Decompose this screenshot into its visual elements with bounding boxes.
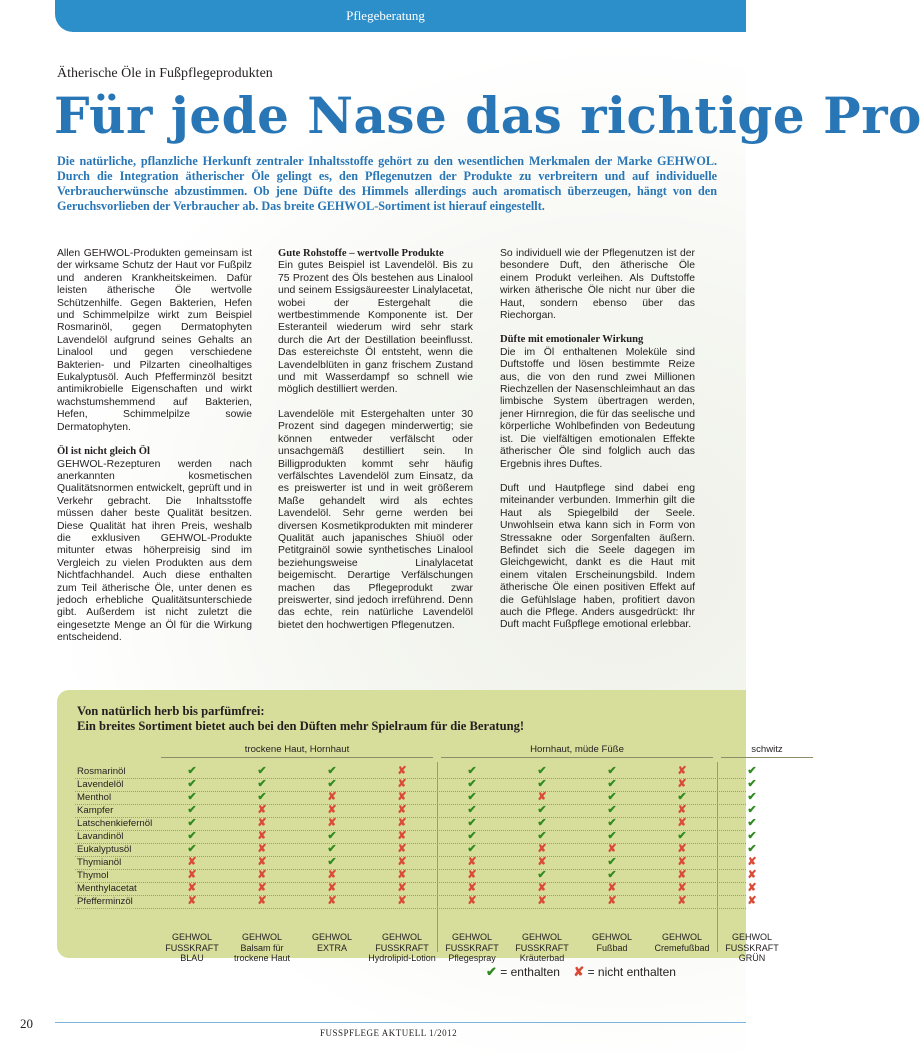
cross-icon: ✘: [537, 856, 547, 868]
page-number: 20: [20, 1016, 33, 1031]
check-icon: ✔: [257, 791, 267, 803]
check-icon: ✔: [187, 817, 197, 829]
cross-icon: ✘: [677, 882, 687, 894]
cross-icon: ✘: [397, 804, 407, 816]
ingredient-label: Lavendelöl: [77, 779, 124, 790]
cross-icon: ✘: [537, 895, 547, 907]
cross-icon: ✘: [537, 882, 547, 894]
article-lead: Die natürliche, pflanzliche Herkunft zentraler Inhaltsstoffe gehört zu den wesentlichen Merkmalen der Marke GEHWOL. Durch die Integration ätherischer Öle gelingt es, den Pflegenutzen der Produkte zu verbreitern und auf individuelle Verbraucherwünsche abzustimmen. Ob jene Düfte des Himmels allerdings auch aromatisch überzeugen, hängt von den Geruchsvorlieben der Verbraucher ab. Das breite GEHWOL-Sortiment ist hierauf eingestellt.: [57, 154, 717, 213]
cross-icon: ✘: [677, 778, 687, 790]
group-header: Hornhaut, müde Füße: [530, 744, 624, 755]
check-icon: ✔: [187, 791, 197, 803]
cross-icon: ✘: [677, 804, 687, 816]
check-icon: ✔: [747, 817, 757, 829]
check-icon: ✔: [607, 791, 617, 803]
cross-icon: ✘: [397, 882, 407, 894]
cross-icon: ✘: [397, 895, 407, 907]
ingredient-label: Kampfer: [77, 805, 114, 816]
cross-icon: ✘: [747, 882, 757, 894]
check-icon: ✔: [537, 817, 547, 829]
table-title-line-2: Ein breites Sortiment bietet auch bei den Düften mehr Spielraum für die Beratung!: [77, 719, 525, 733]
cross-icon: ✘: [677, 856, 687, 868]
ingredient-label: Rosmarinöl: [77, 766, 126, 777]
paragraph: Duft und Hautpflege sind dabei eng miteinander verbunden. Immerhin gilt die Haut als Spiegelbild der Seele. Unwohlsein etwa kann sich in Form von Stressakne oder Sorgenfalten äußern. Befindet sich die Seele dagegen im Gleichgewicht, dankt es die Haut mit einem vitalen Erscheinungsbild. Indem ätherische Öle einen positiven Effekt auf die Gefühlslage haben, profitiert davon auch die Pflege. Anders ausgedrückt: Ihr Duft macht Fußpflege emotional erlebbar.: [500, 482, 695, 631]
publication-name: FUSSPFLEGE AKTUELL 1/2012: [320, 1028, 458, 1038]
product-name: GEHWOL FUSSKRAFT Kräuterbad: [515, 932, 569, 963]
cross-icon: ✘: [747, 895, 757, 907]
cross-icon: ✘: [257, 856, 267, 868]
product-name: GEHWOL FUSSKRAFT GRÜN: [725, 932, 779, 963]
paragraph: GEHWOL-Rezepturen werden nach anerkannten kosmetischen Qualitätsnormen entwickelt, geprüft und in Verkehr gebracht. Die Inhaltsstoffe müssen daher beste Qualität besitzen. Diese Qualität hat ihren Preis, weshalb die exklusiven GEHWOL-Produkte mitunter etwas höherpreisig sind im Vergleich zu vielen Produkten aus dem Nichtfachhandel. Auch diese enthalten zum Teil ätherische Öle, unter denen es jedoch erhebliche Qualitätsunterschiede gibt. Außerdem ist nicht zuletzt die eingesetzte Menge an Öl für die Wirkung entscheidend.: [57, 458, 252, 644]
product-name: GEHWOL FUSSKRAFT Pflegespray: [445, 932, 499, 963]
check-icon: ✔: [537, 869, 547, 881]
check-icon: ✔: [747, 778, 757, 790]
check-icon: ✔: [607, 804, 617, 816]
cross-icon: ✘: [677, 817, 687, 829]
check-icon: ✔: [747, 791, 757, 803]
check-icon: ✔: [537, 830, 547, 842]
check-icon: ✔: [467, 778, 477, 790]
cross-icon: ✘: [573, 964, 585, 979]
cross-icon: ✘: [257, 804, 267, 816]
check-icon: ✔: [607, 765, 617, 777]
cross-icon: ✘: [397, 869, 407, 881]
check-icon: ✔: [467, 804, 477, 816]
legend-yes-label: = enthalten: [500, 965, 560, 979]
group-divider: [441, 757, 713, 758]
check-icon: ✔: [187, 778, 197, 790]
check-icon: ✔: [677, 830, 687, 842]
check-icon: ✔: [537, 765, 547, 777]
check-icon: ✔: [187, 843, 197, 855]
cross-icon: ✘: [257, 895, 267, 907]
check-icon: ✔: [607, 817, 617, 829]
check-icon: ✔: [467, 765, 477, 777]
check-icon: ✔: [486, 964, 497, 979]
check-icon: ✔: [327, 843, 337, 855]
cross-icon: ✘: [397, 856, 407, 868]
cross-icon: ✘: [607, 882, 617, 894]
cross-icon: ✘: [327, 817, 337, 829]
group-divider: [721, 757, 813, 758]
cross-icon: ✘: [327, 804, 337, 816]
paragraph: So individuell wie der Pflegenutzen ist der besondere Duft, den ätherische Öle einem Produkt verleihen. Als Duftstoffe wirken ätherische Öle nicht nur über die Haut, sondern ebenso über das Riechorgan.: [500, 248, 695, 322]
cross-icon: ✘: [187, 895, 197, 907]
cross-icon: ✘: [257, 869, 267, 881]
cross-icon: ✘: [467, 856, 477, 868]
cross-icon: ✘: [467, 869, 477, 881]
check-icon: ✔: [467, 791, 477, 803]
cross-icon: ✘: [537, 791, 547, 803]
product-name: GEHWOL FUSSKRAFT Hydrolipid-Lotion: [368, 932, 436, 963]
check-icon: ✔: [747, 843, 757, 855]
cross-icon: ✘: [327, 869, 337, 881]
table-legend: [486, 964, 676, 980]
check-icon: ✔: [537, 778, 547, 790]
cross-icon: ✘: [257, 843, 267, 855]
check-icon: ✔: [747, 765, 757, 777]
cross-icon: ✘: [747, 856, 757, 868]
check-icon: ✔: [677, 791, 687, 803]
ingredient-label: Pfefferminzöl: [77, 896, 133, 907]
cross-icon: ✘: [677, 869, 687, 881]
cross-icon: ✘: [327, 895, 337, 907]
text-column-2: [278, 248, 473, 644]
footer-rule: [55, 1022, 746, 1023]
ingredient-label: Thymianöl: [77, 857, 122, 868]
cross-icon: ✘: [397, 791, 407, 803]
group-header: trockene Haut, Hornhaut: [244, 744, 350, 755]
group-header: schwitz: [751, 744, 783, 755]
cross-icon: ✘: [397, 830, 407, 842]
subheading: Öl ist nicht gleich Öl: [57, 446, 150, 458]
cross-icon: ✘: [257, 882, 267, 894]
article-kicker: Ätherische Öle in Fußpflegeprodukten: [57, 66, 273, 81]
cross-icon: ✘: [187, 869, 197, 881]
group-divider: [161, 757, 433, 758]
paragraph: Allen GEHWOL-Produkten gemeinsam ist der wirksame Schutz der Haut vor Fußpilz und anderen Krankheitskeimen. Dafür leisten ätherische Öle wertvolle Schützenhilfe. Gegen Bakterien, Hefen und Schimmelpilze wirkt zum Beispiel Rosmarinöl, gegen Dermatophyten Lavendelöl aufgrund seines Gehalts an Linalool und gegen verschiedene Bakterien- und Pilzarten cineolhaltiges Eukalyptusöl. Auch Pfefferminzöl besitzt antimikrobielle Eigenschaften und wirkt wachstumshemmend auf Bakterien, Hefen, Schimmelpilze sowie Dermatophyten.: [57, 248, 252, 433]
check-icon: ✔: [607, 778, 617, 790]
ingredient-label: Eukalyptusöl: [77, 844, 132, 855]
cross-icon: ✘: [467, 895, 477, 907]
check-icon: ✔: [327, 830, 337, 842]
product-name: GEHWOL Fußbad: [591, 932, 632, 953]
ingredient-label: Lavandinöl: [77, 831, 124, 842]
table-title: [77, 704, 524, 734]
check-icon: ✔: [467, 843, 477, 855]
section-label: Pflegeberatung: [346, 8, 425, 23]
check-icon: ✔: [607, 830, 617, 842]
cross-icon: ✘: [327, 791, 337, 803]
paragraph: Lavendelöle mit Estergehalten unter 30 Prozent sind dagegen minderwertig; sie können entweder verfälscht oder unsachgemäß destilliert sein. In Billigprodukten kommt sehr häufig verfälschtes Lavendelöl zum Einsatz, da es preiswerter ist und in weit größerem Maße gehandelt wird als echtes Lavendelöl. Sehr gerne werden bei diversen Kosmetikprodukten mit minderer Qualität auch japanisches Shiuöl oder Petitgrainöl sowie synthetisches Linalool beziehungsweise Linalylacetat beigemischt. Derartige Verfälschungen machen das Pflegeprodukt zwar preiswerter, sind jedoch irreführend. Denn das echte, rein natürliche Lavendelöl bietet den hochwertigen Pflegenutzen.: [278, 408, 473, 631]
check-icon: ✔: [327, 778, 337, 790]
cross-icon: ✘: [327, 882, 337, 894]
check-icon: ✔: [327, 856, 337, 868]
check-icon: ✔: [607, 869, 617, 881]
check-icon: ✔: [187, 804, 197, 816]
cross-icon: ✘: [397, 778, 407, 790]
check-icon: ✔: [467, 817, 477, 829]
ingredient-label: Menthol: [77, 792, 112, 803]
fragrance-table: [57, 742, 783, 963]
text-column-3: [500, 248, 695, 644]
check-icon: ✔: [187, 830, 197, 842]
article-headline: Für jede Nase das richtige Pro: [54, 86, 922, 145]
cross-icon: ✘: [747, 869, 757, 881]
text-column-1: [57, 248, 252, 657]
cross-icon: ✘: [397, 843, 407, 855]
check-icon: ✔: [537, 804, 547, 816]
cross-icon: ✘: [257, 817, 267, 829]
ingredient-label: Thymol: [77, 870, 109, 881]
check-icon: ✔: [257, 778, 267, 790]
row-separator: [75, 908, 746, 909]
check-icon: ✔: [747, 830, 757, 842]
cross-icon: ✘: [467, 882, 477, 894]
table-title-line-1: Von natürlich herb bis parfümfrei:: [77, 704, 265, 718]
cross-icon: ✘: [677, 765, 687, 777]
check-icon: ✔: [747, 804, 757, 816]
paragraph: Die im Öl enthaltenen Moleküle sind Duftstoffe und lösen bestimmte Reize aus, die von den rund zwei Millionen Riechzellen der Nasenschleimhaut an das limbische System übertragen werden, jener Hirnregion, die für das seelische und körperliche Wohlbefinden von Bedeutung ist. Die vielfältigen emotionalen Effekte ätherischer Öle sind folglich auch das Ergebnis ihres Duftes.: [500, 346, 695, 470]
cross-icon: ✘: [397, 765, 407, 777]
check-icon: ✔: [607, 856, 617, 868]
cross-icon: ✘: [257, 830, 267, 842]
cross-icon: ✘: [397, 817, 407, 829]
product-name: GEHWOL Balsam für trockene Haut: [233, 932, 291, 963]
cross-icon: ✘: [677, 843, 687, 855]
ingredient-label: Menthylacetat: [77, 883, 137, 894]
paragraph: Ein gutes Beispiel ist Lavendelöl. Bis zu 75 Prozent des Öls bestehen aus Linalool und seinem Essigsäureester Linalylacetat, wobei der Estergehalt die wertbestimmende Komponente ist. Der Esteranteil wiederum wird sehr stark durch die Art der Destillation beeinflusst. Das estereichste Öl entsteht, wenn die Lavendelblüten in ganz frischem Zustand und mit Wasserdampf so schnell wie möglich destilliert werden.: [278, 260, 473, 396]
ingredient-label: Latschenkiefernöl: [77, 818, 153, 829]
check-icon: ✔: [327, 765, 337, 777]
cross-icon: ✘: [677, 895, 687, 907]
product-name: GEHWOL Cremefußbad: [654, 932, 710, 953]
subheading: Düfte mit emotionaler Wirkung: [500, 334, 644, 346]
cross-icon: ✘: [537, 843, 547, 855]
check-icon: ✔: [257, 765, 267, 777]
cross-icon: ✘: [187, 882, 197, 894]
cross-icon: ✘: [187, 856, 197, 868]
product-name: GEHWOL EXTRA: [311, 932, 352, 953]
fragrance-table-panel: [57, 690, 783, 963]
subheading: Gute Rohstoffe – wertvolle Produkte: [278, 248, 444, 259]
section-band: [55, 0, 746, 32]
check-icon: ✔: [187, 765, 197, 777]
cross-icon: ✘: [607, 843, 617, 855]
legend-no-label: = nicht enthalten: [587, 965, 676, 979]
product-name: GEHWOL FUSSKRAFT BLAU: [165, 932, 219, 963]
check-icon: ✔: [467, 830, 477, 842]
cross-icon: ✘: [607, 895, 617, 907]
